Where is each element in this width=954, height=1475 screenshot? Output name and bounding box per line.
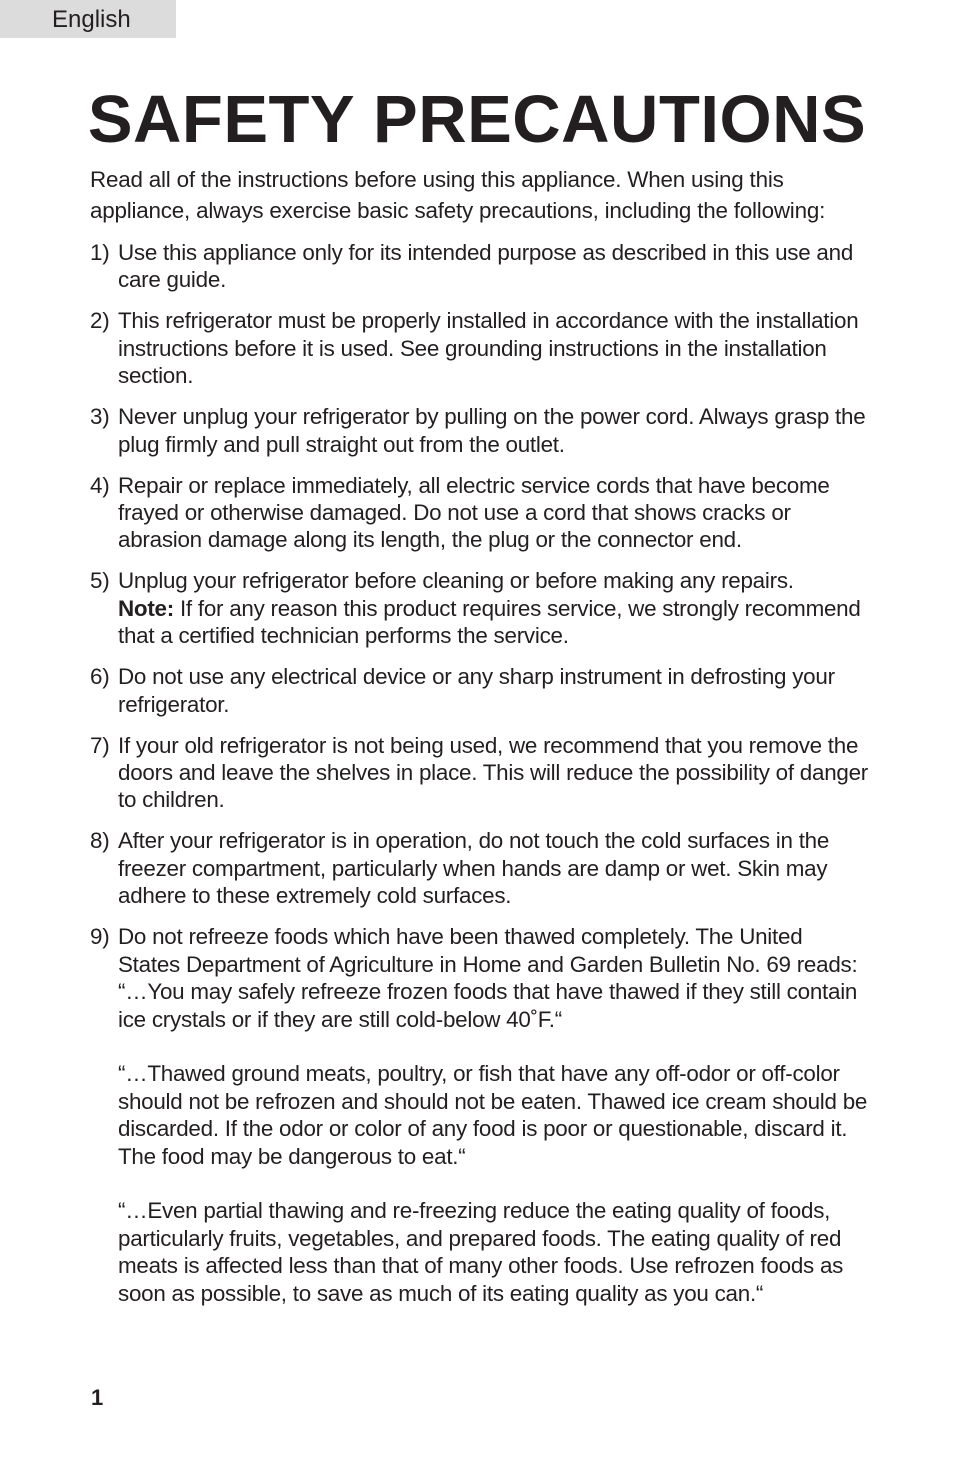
item-number: 5) [90, 568, 110, 594]
note-text: If for any reason this product requires service, we strongly recommend that a certified technician performs the service. [118, 595, 861, 649]
list-item [90, 239, 870, 294]
item-number: 1) [90, 240, 110, 265]
list-item [90, 732, 870, 814]
item-number: 3) [90, 404, 110, 430]
quote-paragraph: “…Even partial thawing and re-freezing reduce the eating quality of foods, particularly fruits, vegetables, and prepared foods. The eating quality of red meats is affected less than that of many other foods. Use refrozen foods as soon as possible, to save as much of its eating quality as you can.“ [118, 1198, 844, 1306]
item-text: Never unplug your refrigerator by pulling on the power cord. Always grasp the plug firmly and pull straight out from the outlet. [118, 404, 866, 457]
list-item [90, 567, 870, 649]
list-item [90, 827, 870, 909]
item-text-with-note [118, 567, 870, 649]
item-number: 4) [90, 472, 110, 498]
page-number: 1 [91, 1385, 104, 1410]
list-item [90, 307, 870, 389]
item-text: Do not refreeze foods which have been thawed completely. The United States Department of Agriculture in Home and Garden Bulletin No. 69 reads: “…You may safely refreeze frozen foods that have thawed if they still contain ice crystals or if they are still cold-below 40˚F.“ [118, 924, 858, 1032]
intro-paragraph: Read all of the instructions before using this appliance. When using this appliance, always exercise basic safety precautions, including the following: [90, 167, 826, 223]
list-item [90, 663, 870, 718]
item-number: 2) [90, 308, 110, 334]
item-number: 7) [90, 732, 110, 758]
item-text: Do not use any electrical device or any sharp instrument in defrosting your refrigerator. [118, 664, 835, 717]
item-text: Use this appliance only for its intended purpose as described in this use and care guide. [118, 240, 854, 293]
item-number: 6) [90, 664, 110, 690]
quote-paragraph: “…Thawed ground meats, poultry, or fish that have any off-odor or off-color should not be refrozen and should not be eaten. Thawed ice cream should be discarded. If the odor or color of any food is poor or questionable, discard it. The food may be dangerous to eat.“ [118, 1061, 868, 1169]
list-item [90, 403, 870, 458]
safety-content [90, 164, 870, 1321]
note-label: Note: [118, 595, 174, 621]
precautions-list [90, 239, 870, 1307]
language-tab: English [0, 0, 176, 38]
list-item [90, 923, 870, 1307]
item-text: This refrigerator must be properly installed in accordance with the installation instructions before it is used. See grounding instructions in the installation section. [118, 308, 859, 389]
item-text: If your old refrigerator is not being used, we recommend that you remove the doors and leave the shelves in place. This will reduce the possibility of danger to children. [118, 732, 869, 813]
item-number: 9) [90, 924, 110, 950]
item-text: Repair or replace immediately, all electric service cords that have become frayed or otherwise damaged. Do not use a cord that shows cracks or abrasion damage along its length, the plug or the connector end. [118, 472, 830, 553]
item-number: 8) [90, 828, 110, 854]
list-item [90, 472, 870, 554]
item-text: Unplug your refrigerator before cleaning or before making any repairs. [118, 568, 794, 594]
item-text: After your refrigerator is in operation, do not touch the cold surfaces in the freezer compartment, particularly when hands are damp or wet. Skin may adhere to these extremely cold surfaces. [118, 828, 830, 909]
page-title: SAFETY PRECAUTIONS [87, 82, 867, 157]
